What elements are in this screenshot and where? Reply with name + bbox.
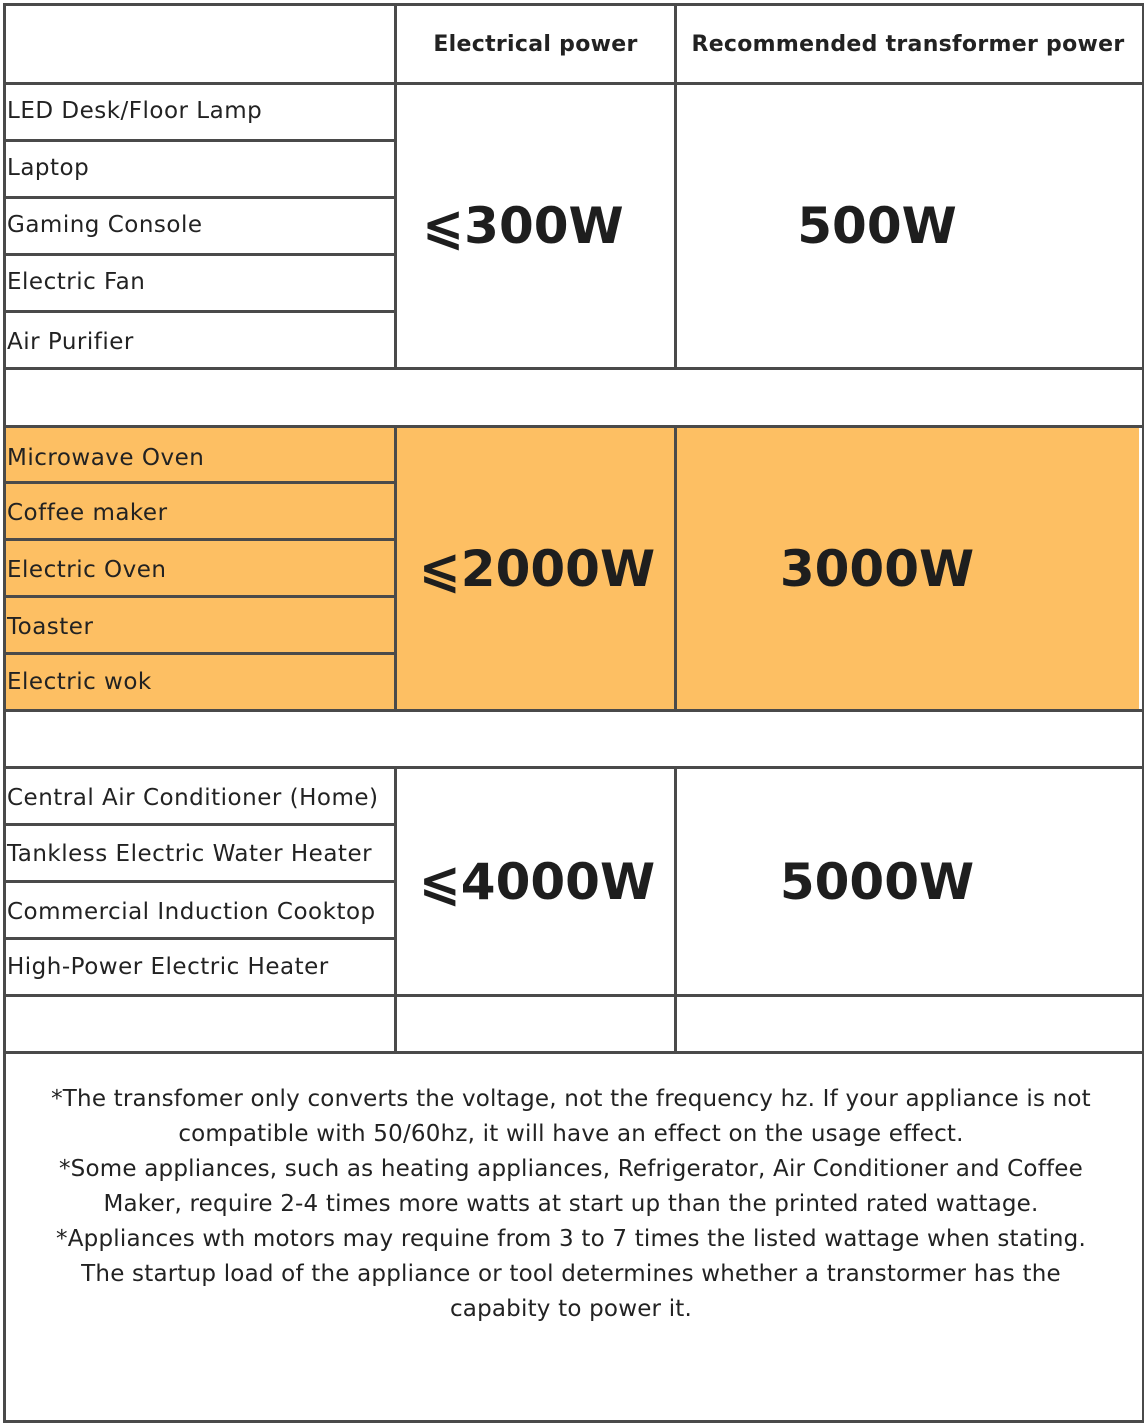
transformer-power-value: 3000W (779, 539, 975, 598)
header-recommended-transformer-power: Recommended transformer power (691, 31, 1125, 57)
electrical-power-value: ⩽4000W (418, 852, 656, 911)
note-line: *The transfomer only converts the voltage, not the frequency hz. If your appliance is not (51, 1086, 1091, 1112)
appliance-label: Coffee maker (7, 500, 168, 526)
note-line: The startup load of the appliance or tool determines whether a transtormer has the (81, 1261, 1061, 1287)
divider (3, 367, 1142, 370)
divider (3, 1051, 1142, 1054)
divider (3, 823, 396, 826)
divider (3, 937, 396, 940)
electrical-power-value: ⩽300W (422, 197, 624, 255)
notes-block (6, 1082, 1136, 1327)
divider (3, 196, 396, 199)
note-line: capabity to power it. (449, 1296, 693, 1322)
note-line: *Appliances wth motors may requine from 3 to 7 times the listed wattage when stating. (56, 1226, 1086, 1252)
divider (3, 652, 396, 655)
divider (3, 994, 1142, 997)
note-line: *Some appliances, such as heating appliances, Refrigerator, Air Conditioner and Coffee (58, 1156, 1083, 1182)
appliance-label: Electric wok (7, 669, 152, 695)
appliance-label: Electric Oven (7, 557, 167, 583)
appliance-label: LED Desk/Floor Lamp (7, 98, 263, 124)
transformer-power-value: 5000W (779, 852, 975, 911)
appliance-label: Laptop (7, 155, 90, 181)
transformer-power-value: 500W (797, 197, 957, 255)
appliance-label: Electric Fan (7, 269, 146, 295)
divider (3, 538, 396, 541)
appliance-label: Gaming Console (7, 212, 203, 238)
divider (3, 880, 396, 883)
divider (3, 709, 1142, 712)
electrical-power-value: ⩽2000W (418, 539, 656, 598)
note-line: Maker, require 2-4 times more watts at start up than the printed rated wattage. (103, 1191, 1039, 1217)
appliance-label: Toaster (7, 614, 94, 640)
divider (3, 139, 396, 142)
appliance-label: Tankless Electric Water Heater (7, 841, 373, 867)
appliance-label: Central Air Conditioner (Home) (7, 785, 379, 811)
divider (3, 481, 396, 484)
divider (3, 310, 396, 313)
divider (3, 595, 396, 598)
header-electrical-power: Electrical power (433, 31, 638, 57)
appliance-label: Air Purifier (7, 329, 134, 355)
appliance-label: High-Power Electric Heater (7, 954, 329, 980)
appliance-label: Commercial Induction Cooktop (7, 899, 376, 925)
header-appliance (6, 6, 394, 82)
appliance-label: Microwave Oven (7, 445, 205, 471)
divider (3, 253, 396, 256)
note-line: compatible with 50/60hz, it will have an effect on the usage effect. (178, 1121, 964, 1147)
